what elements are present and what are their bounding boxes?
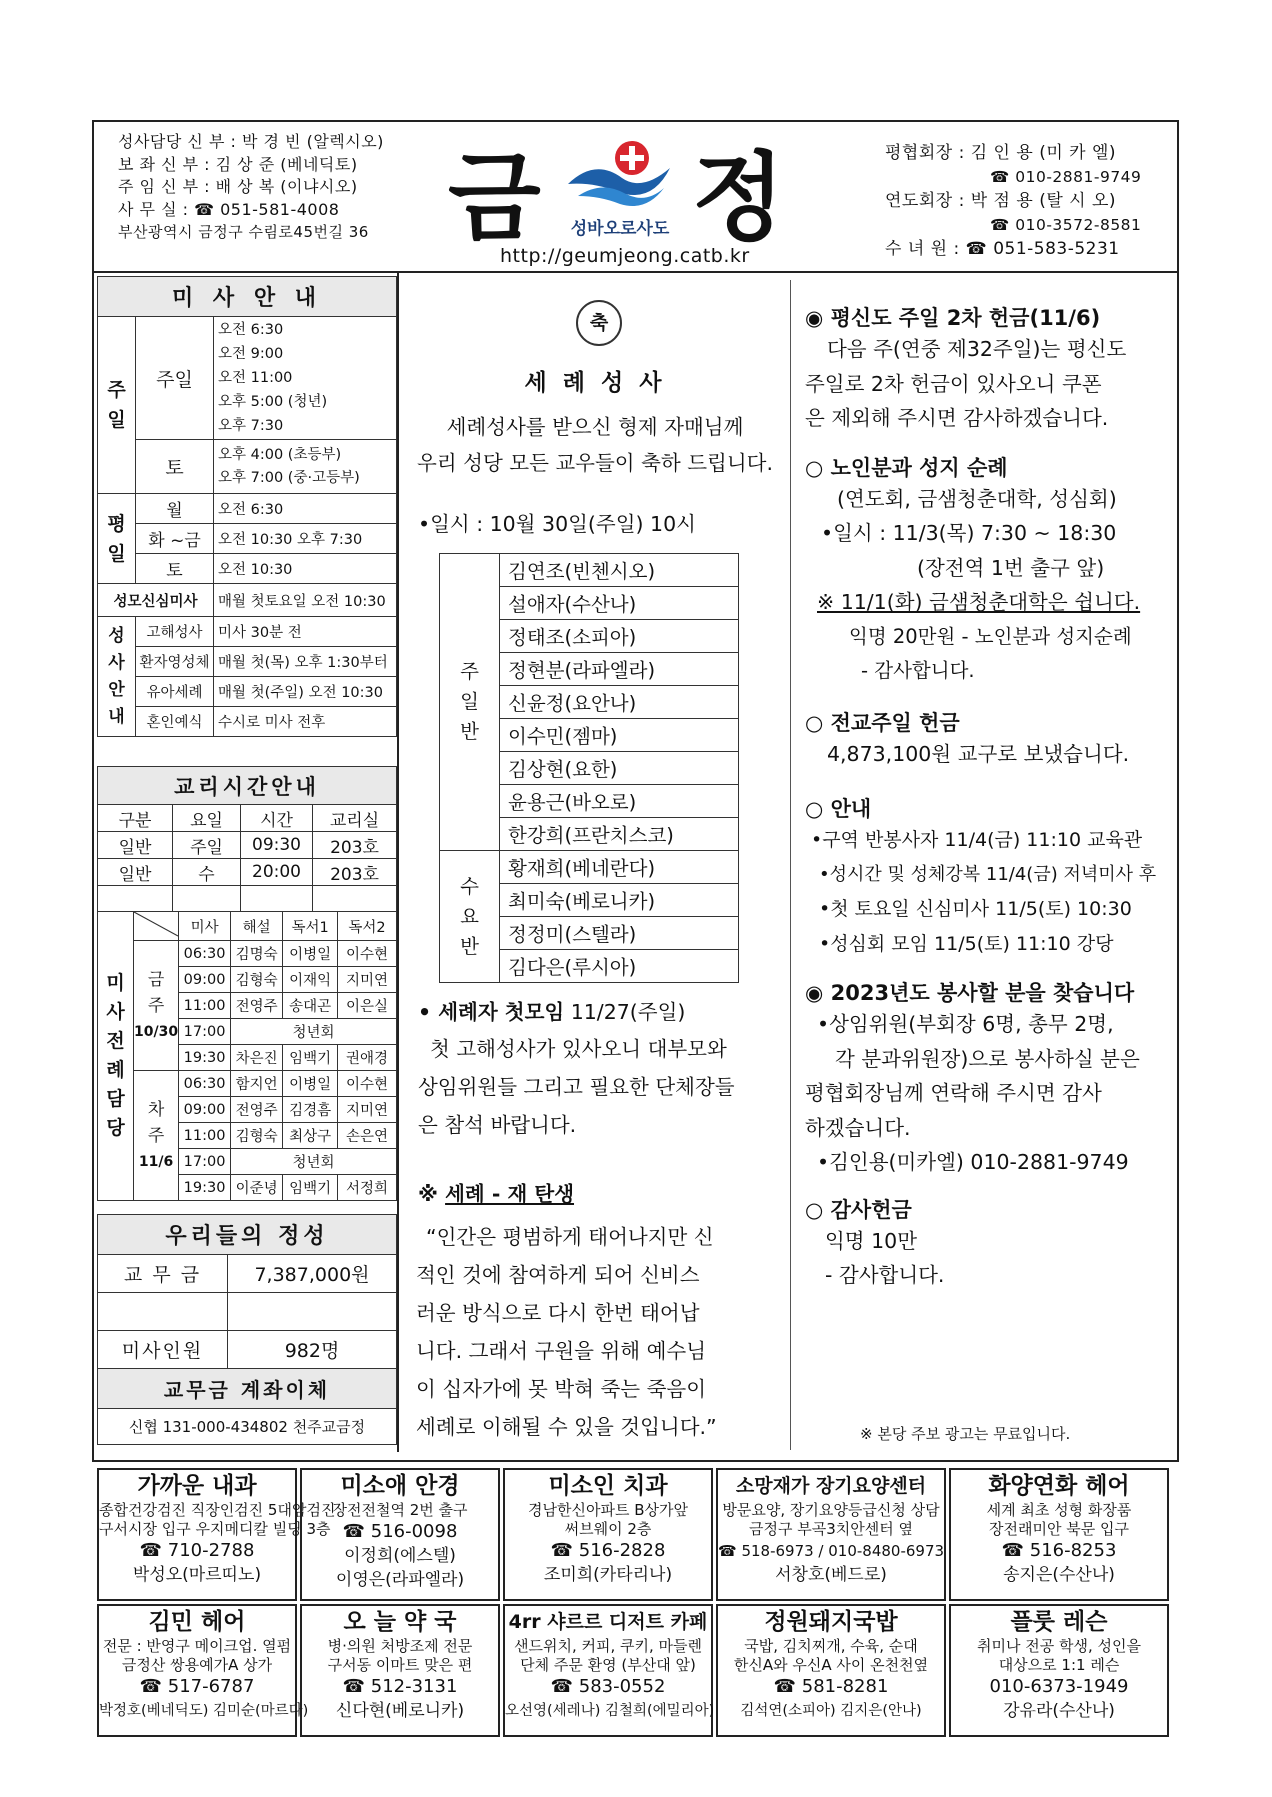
baptized-name: 이수민(젬마) bbox=[500, 719, 739, 752]
catechism-cell: 일반 bbox=[98, 832, 173, 859]
ad-owner: 이정희(에스텔) bbox=[344, 1546, 456, 1566]
baptized-name: 윤용근(바오로) bbox=[500, 785, 739, 818]
heart-mass-time: 매월 첫토요일 오전 10:30 bbox=[214, 584, 397, 617]
offering-value: 7,387,000원 bbox=[228, 1255, 397, 1293]
duty-cell: 17:00 bbox=[179, 1149, 231, 1175]
duty-cell: 최상구 bbox=[283, 1123, 338, 1149]
ad-phone: ☎ 516-0098 bbox=[342, 1521, 458, 1542]
duty-cell: 청년회 bbox=[231, 1149, 397, 1175]
notice-line: (연도회, 금샘청춘대학, 성심회) bbox=[837, 486, 1117, 511]
first-meeting-date: 11/27(주일) bbox=[564, 1000, 686, 1024]
notice-heading bbox=[805, 793, 1177, 823]
header-line: 사 무 실 : ☎ 051-581-4008 bbox=[118, 199, 340, 219]
catechism-cell bbox=[173, 886, 241, 912]
sacrament-info: 매월 첫(목) 오후 1:30부터 bbox=[214, 647, 397, 677]
header-line: 주 임 신 부 : 배 상 복 (이냐시오) bbox=[118, 177, 358, 196]
baptism-date: •일시 : 10월 30일(주일) 10시 bbox=[418, 512, 696, 536]
intro-line: 우리 성당 모든 교우들이 축하 드립니다. bbox=[417, 451, 773, 475]
duty-cell: 19:30 bbox=[179, 1045, 231, 1071]
baptized-table bbox=[439, 553, 739, 983]
ad-description: 장전전철역 2번 출구 bbox=[332, 1501, 468, 1519]
notice-item: •성심회 모임 11/5(토) 11:10 강당 bbox=[819, 932, 1114, 955]
duty-group-label: 미 사 전 례 담 당 bbox=[98, 912, 134, 1201]
notice-line: 각 분과위원장)으로 봉사하실 분은 bbox=[835, 1046, 1140, 1071]
tue-fri-time: 오전 10:30 오후 7:30 bbox=[214, 524, 397, 554]
first-meeting bbox=[418, 994, 788, 1144]
ad-description: 구서동 이마트 맞은 편 bbox=[327, 1656, 473, 1674]
circle-icon: ○ bbox=[805, 1197, 824, 1222]
mass-time: 오후 7:00 (중·고등부) bbox=[218, 469, 360, 486]
quote-line: 이 십자가에 못 박혀 죽는 죽음이 bbox=[416, 1377, 707, 1401]
account-title: 교무금 계좌이체 bbox=[98, 1369, 397, 1409]
baptized-name: 김연조(빈첸시오) bbox=[500, 554, 739, 587]
duty-cell: 이병일 bbox=[283, 941, 338, 967]
catechism-header: 요일 bbox=[173, 805, 241, 832]
weekday-group-label: 평 일 bbox=[98, 494, 136, 584]
ad-description: 구서시장 입구 우지메디칼 빌딩 3층 bbox=[99, 1520, 331, 1538]
header-line: 보 좌 신 부 : 김 상 준 (베네딕토) bbox=[118, 154, 358, 174]
first-meeting-line: 상임위원들 그리고 필요한 단체장들 bbox=[418, 1075, 735, 1099]
ad-description: 취미나 전공 학생, 성인을 bbox=[977, 1637, 1141, 1655]
duty-cell: 19:30 bbox=[179, 1175, 231, 1201]
ad-description: 종합건강검진 직장인검진 5대암검진 bbox=[99, 1501, 336, 1519]
baptism-intro bbox=[400, 409, 790, 481]
notice-line: 은 제외해 주시면 감사하겠습니다. bbox=[805, 406, 1109, 430]
header-left-info bbox=[118, 131, 384, 244]
quote-line: 세례로 이해될 수 있을 것입니다.” bbox=[416, 1415, 717, 1439]
group-label: 주 일 반 bbox=[440, 554, 500, 851]
catechism-header: 교리실 bbox=[313, 805, 397, 832]
ad-box bbox=[503, 1604, 713, 1737]
notice-line: •김인용(미카엘) 010-2881-9749 bbox=[817, 1150, 1129, 1174]
ad-phone: ☎ 512-3131 bbox=[342, 1676, 458, 1697]
sacrament-group-label: 성 사 안 내 bbox=[98, 617, 136, 737]
header-line: 성사담당 신 부 : 박 경 빈 (알렉시오) bbox=[118, 132, 384, 151]
notice-column bbox=[805, 302, 1177, 1293]
mass-time: 오전 11:00 bbox=[218, 370, 293, 386]
ad-description: 금정산 쌍용예가A 상가 bbox=[121, 1656, 273, 1674]
offering-label bbox=[98, 1293, 228, 1331]
account-number: 신협 131-000-434802 천주교금정 bbox=[98, 1409, 397, 1445]
baptism-title: 세 례 성 사 bbox=[524, 370, 666, 396]
notice-title: 전교주일 헌금 bbox=[830, 710, 960, 735]
duty-cell: 11:00 bbox=[179, 1123, 231, 1149]
circle-icon: ○ bbox=[805, 797, 824, 821]
column-divider-2 bbox=[790, 280, 791, 1450]
header-line: 수 녀 원 : ☎ 051-583-5231 bbox=[885, 239, 1120, 259]
header-divider bbox=[92, 271, 1179, 273]
mass-time: 오후 7:30 bbox=[218, 418, 284, 434]
offering-value bbox=[228, 1293, 397, 1331]
duty-cell: 김형숙 bbox=[231, 1123, 283, 1149]
duty-cell: 지미연 bbox=[338, 1097, 397, 1123]
ad-owner: 조미희(카타리나) bbox=[543, 1565, 673, 1585]
ad-box bbox=[97, 1604, 309, 1737]
catechism-cell bbox=[98, 886, 173, 912]
notice-line: 4,873,100원 교구로 보냈습니다. bbox=[827, 741, 1130, 766]
ad-box bbox=[300, 1604, 500, 1737]
notice-heading bbox=[805, 452, 1177, 482]
intro-line: 세례성사를 받으신 형제 자매님께 bbox=[446, 415, 744, 439]
header-line: ☎ 010-3572-8581 bbox=[990, 216, 1142, 234]
rebirth-title: 세례 - 재 탄생 bbox=[445, 1182, 575, 1206]
duty-cell: 전영주 bbox=[231, 1097, 283, 1123]
ad-phone: ☎ 517-6787 bbox=[139, 1676, 255, 1697]
duty-cell: 송대곤 bbox=[283, 993, 338, 1019]
ad-grid bbox=[97, 1468, 1177, 1738]
duty-cell: 이수현 bbox=[338, 1071, 397, 1097]
baptized-name: 신윤정(요안나) bbox=[500, 686, 739, 719]
duty-cell: 17:00 bbox=[179, 1019, 231, 1045]
notice-item: •첫 토요일 신심미사 11/5(토) 10:30 bbox=[819, 898, 1132, 920]
notice-title: 감사헌금 bbox=[830, 1197, 912, 1222]
notice-line: 익명 10만 bbox=[825, 1228, 918, 1253]
ad-phone: ☎ 583-0552 bbox=[550, 1676, 666, 1697]
catechism-cell: 수 bbox=[173, 859, 241, 886]
ad-owner: 신다현(베로니카) bbox=[335, 1701, 465, 1721]
ad-title: 정원돼지국밥 bbox=[764, 1609, 898, 1635]
ad-description: 전문 : 반영구 메이크업. 열펌 bbox=[102, 1637, 292, 1655]
duty-header: 미사 bbox=[179, 912, 231, 941]
duty-cell: 06:30 bbox=[179, 1071, 231, 1097]
ad-description: 샌드위치, 커피, 쿠키, 마들렌 bbox=[514, 1637, 702, 1655]
ad-description: 국밥, 김치찌개, 수육, 순대 bbox=[744, 1637, 918, 1655]
first-meeting-title: • 세례자 첫모임 bbox=[418, 1000, 565, 1024]
ad-box bbox=[300, 1468, 500, 1601]
ad-phone: ☎ 516-2828 bbox=[550, 1540, 666, 1561]
mass-time: 오전 6:30 bbox=[218, 322, 284, 338]
notice-line: 주일로 2차 헌금이 있사오니 쿠폰 bbox=[805, 371, 1102, 396]
notice-note: ※ 11/1(화) 금샘청춘대학은 쉽니다. bbox=[817, 590, 1141, 614]
ad-box bbox=[716, 1604, 946, 1737]
ad-description: 써브웨이 2층 bbox=[564, 1520, 652, 1538]
saturday-label: 토 bbox=[136, 440, 214, 494]
catechism-cell: 주일 bbox=[173, 832, 241, 859]
duty-cell: 이수현 bbox=[338, 941, 397, 967]
filled-circle-icon: ◉ bbox=[805, 981, 824, 1005]
header-right-info bbox=[885, 140, 1165, 262]
header-line: 부산광역시 금정구 수림로45번길 36 bbox=[118, 223, 369, 241]
ad-owner: 서창호(베드로) bbox=[775, 1565, 887, 1585]
catechism-header: 구분 bbox=[98, 805, 173, 832]
duty-cell: 임백기 bbox=[283, 1175, 338, 1201]
first-meeting-line: 첫 고해성사가 있사오니 대부모와 bbox=[430, 1037, 727, 1061]
duty-cell: 손은연 bbox=[338, 1123, 397, 1149]
rebirth-mark: ※ bbox=[418, 1182, 446, 1206]
duty-cell: 지미연 bbox=[338, 967, 397, 993]
catechism-title: 교리시간안내 bbox=[98, 767, 397, 805]
masthead-title-left: 금 bbox=[448, 142, 541, 254]
notice-title: 노인분과 성지 순례 bbox=[830, 455, 1008, 480]
week-date: 10/30 bbox=[134, 1023, 179, 1040]
notice-line: 익명 20만원 - 노인분과 성지순례 bbox=[849, 624, 1132, 648]
week-date: 11/6 bbox=[138, 1153, 174, 1170]
duty-cell: 이준녕 bbox=[231, 1175, 283, 1201]
rebirth-quote bbox=[416, 1218, 788, 1446]
celebration-badge-text: 축 bbox=[589, 312, 609, 334]
logo-text: 성바오로사도 bbox=[570, 219, 670, 239]
ad-description: 금정구 부곡3치안센터 옆 bbox=[749, 1520, 913, 1538]
sunday-times bbox=[214, 317, 397, 440]
notice-line: •상임위원(부회장 6명, 총무 2명, bbox=[817, 1012, 1114, 1036]
tue-fri-label: 화 ~금 bbox=[136, 524, 214, 554]
mass-schedule-table bbox=[97, 276, 397, 737]
catechism-cell: 일반 bbox=[98, 859, 173, 886]
notice-heading bbox=[805, 707, 1177, 737]
ad-description: 장전래미안 북문 입구 bbox=[989, 1520, 1129, 1538]
baptized-name: 황재희(베네란다) bbox=[500, 851, 739, 884]
duty-cell: 06:30 bbox=[179, 941, 231, 967]
ad-title: 가까운 내과 bbox=[137, 1473, 257, 1499]
duty-cell: 차은진 bbox=[231, 1045, 283, 1071]
weekday-saturday-label: 토 bbox=[136, 554, 214, 584]
week-name-line: 차 bbox=[147, 1099, 165, 1120]
duty-cell: 함지언 bbox=[231, 1071, 283, 1097]
ad-title: 김민 헤어 bbox=[148, 1609, 246, 1635]
offering-label: 미사인원 bbox=[98, 1331, 228, 1369]
free-ad-note: ※ 본당 주보 광고는 무료입니다. bbox=[860, 1425, 1071, 1443]
ad-title: 오 늘 약 국 bbox=[343, 1609, 457, 1635]
notice-title: 안내 bbox=[830, 797, 872, 821]
duty-cell: 김형숙 bbox=[231, 967, 283, 993]
first-meeting-heading bbox=[418, 994, 788, 1030]
week-label bbox=[134, 1071, 179, 1201]
notice-title: 2023년도 봉사할 분을 찾습니다 bbox=[830, 981, 1135, 1005]
parish-url[interactable]: http://geumjeong.catb.kr bbox=[500, 245, 750, 267]
baptized-name: 설애자(수산나) bbox=[500, 587, 739, 620]
group-label: 수 요 반 bbox=[440, 851, 500, 983]
duty-header: 독서2 bbox=[338, 912, 397, 941]
week-name-line: 금 bbox=[147, 969, 165, 990]
parish-logo bbox=[560, 138, 680, 239]
ad-description: 병·의원 처방조제 전문 bbox=[327, 1637, 473, 1655]
header-line: ☎ 010-2881-9749 bbox=[990, 168, 1142, 186]
catechism-header: 시간 bbox=[241, 805, 313, 832]
ad-phone: ☎ 581-8281 bbox=[773, 1676, 889, 1697]
column-divider-1 bbox=[397, 271, 399, 1452]
liturgy-duty-table bbox=[97, 911, 397, 1201]
baptized-name: 김상현(요한) bbox=[500, 752, 739, 785]
ad-owner: 김석연(소피아) 김지은(안나) bbox=[740, 1703, 922, 1719]
quote-line: 적인 것에 참여하게 되어 신비스 bbox=[416, 1263, 700, 1287]
duty-cell: 전영주 bbox=[231, 993, 283, 1019]
catechism-cell: 203호 bbox=[313, 832, 397, 859]
header-line: 연도회장 : 박 점 용 (탈 시 오) bbox=[885, 191, 1117, 211]
notice-heading bbox=[805, 1194, 1177, 1224]
masthead-title-right: 정 bbox=[692, 142, 785, 254]
ad-owner: 박성오(마르띠노) bbox=[132, 1565, 262, 1585]
ad-phone: ☎ 516-8253 bbox=[1001, 1540, 1117, 1561]
notice-item: •성시간 및 성체강복 11/4(금) 저녁미사 후 bbox=[819, 863, 1157, 885]
ad-description: 경남한신아파트 B상가앞 bbox=[528, 1501, 688, 1519]
baptized-name: 정정미(스텔라) bbox=[500, 917, 739, 950]
ad-box bbox=[949, 1468, 1169, 1601]
notice-line: •일시 : 11/3(목) 7:30 ~ 18:30 bbox=[821, 521, 1117, 545]
ad-description: 세계 최초 성형 화장품 bbox=[986, 1501, 1132, 1519]
mass-title: 미 사 안 내 bbox=[98, 277, 397, 317]
ad-title: 플룻 레슨 bbox=[1010, 1609, 1108, 1635]
ad-phone: ☎ 710-2788 bbox=[139, 1540, 255, 1561]
baptized-name: 최미숙(베로니카) bbox=[500, 884, 739, 917]
quote-line: 니다. 그래서 구원을 위해 예수님 bbox=[416, 1339, 707, 1363]
week-label bbox=[134, 941, 179, 1071]
week-name-line: 주 bbox=[147, 995, 165, 1016]
catechism-cell bbox=[313, 886, 397, 912]
sacrament-name: 환자영성체 bbox=[136, 647, 214, 677]
duty-cell: 이병일 bbox=[283, 1071, 338, 1097]
ad-description: 대상으로 1:1 레슨 bbox=[998, 1656, 1120, 1674]
offering-label: 교 무 금 bbox=[98, 1255, 228, 1293]
sacrament-name: 유아세례 bbox=[136, 677, 214, 707]
ad-owner: 강유라(수산나) bbox=[1003, 1701, 1115, 1721]
baptized-name: 한강희(프란치스코) bbox=[500, 818, 739, 851]
filled-circle-icon: ◉ bbox=[805, 306, 824, 330]
celebration-badge bbox=[576, 300, 622, 346]
circle-icon: ○ bbox=[805, 455, 824, 480]
rebirth-heading bbox=[418, 1176, 574, 1212]
mass-time: 오후 4:00 (초등부) bbox=[218, 446, 342, 463]
duty-cell: 11:00 bbox=[179, 993, 231, 1019]
notice-heading bbox=[805, 977, 1177, 1007]
duty-cell: 임백기 bbox=[283, 1045, 338, 1071]
duty-header: 해설 bbox=[231, 912, 283, 941]
ad-title: 소망재가 장기요양센터 bbox=[735, 1475, 927, 1497]
ad-phone: 010-6373-1949 bbox=[989, 1676, 1129, 1697]
mass-time: 오후 5:00 (청년) bbox=[218, 394, 328, 410]
ad-box bbox=[97, 1468, 336, 1601]
notice-line: - 감사합니다. bbox=[825, 1263, 945, 1287]
sacrament-info: 미사 30분 전 bbox=[214, 617, 397, 647]
ad-owner: 박정호(베네딕도) 김미순(마르다) bbox=[99, 1703, 309, 1719]
quote-line: “인간은 평범하게 태어나지만 신 bbox=[426, 1225, 714, 1249]
notice-title: 평신도 주일 2차 헌금(11/6) bbox=[830, 306, 1101, 330]
catechism-cell: 09:30 bbox=[241, 832, 313, 859]
catechism-cell: 203호 bbox=[313, 859, 397, 886]
logo-wave-icon bbox=[560, 138, 680, 208]
saturday-times bbox=[214, 440, 397, 494]
notice-line: 다음 주(연중 제32주일)는 평신도 bbox=[827, 337, 1127, 361]
ad-description: 한신A와 우신A 사이 온천천옆 bbox=[733, 1656, 929, 1674]
duty-corner bbox=[134, 912, 179, 941]
offering-table bbox=[97, 1214, 397, 1445]
ad-box bbox=[949, 1604, 1169, 1737]
sunday-label: 주일 bbox=[136, 317, 214, 440]
notice-line: - 감사합니다. bbox=[861, 659, 975, 682]
duty-cell: 이재익 bbox=[283, 967, 338, 993]
ad-title: 미소인 치과 bbox=[548, 1473, 668, 1499]
offering-title: 우리들의 정성 bbox=[98, 1215, 397, 1255]
ad-owner: 송지은(수산나) bbox=[1003, 1565, 1115, 1585]
ad-description: 단체 주문 환영 (부산대 앞) bbox=[520, 1656, 696, 1674]
diagonal-line-icon bbox=[134, 912, 178, 936]
offering-value: 982명 bbox=[228, 1331, 397, 1369]
notice-line: (장전역 1번 출구 앞) bbox=[917, 555, 1105, 580]
sacrament-info: 수시로 미사 전후 bbox=[214, 707, 397, 737]
monday-time: 오전 6:30 bbox=[214, 494, 397, 524]
duty-cell: 09:00 bbox=[179, 967, 231, 993]
notice-line: 평협회장님께 연락해 주시면 감사 bbox=[805, 1081, 1102, 1105]
notice-item: •구역 반봉사자 11/4(금) 11:10 교육관 bbox=[811, 829, 1143, 851]
ad-owner: 이영은(라파엘라) bbox=[335, 1570, 465, 1590]
quote-line: 러운 방식으로 다시 한번 태어납 bbox=[416, 1301, 700, 1325]
ad-box bbox=[503, 1468, 713, 1601]
duty-cell: 권애경 bbox=[338, 1045, 397, 1071]
sacrament-name: 혼인예식 bbox=[136, 707, 214, 737]
heart-mass-label: 성모신심미사 bbox=[98, 584, 214, 617]
ad-description: 방문요양, 장기요양등급신청 상담 bbox=[722, 1501, 940, 1519]
notice-heading bbox=[805, 302, 1177, 332]
week-name-line: 주 bbox=[147, 1125, 165, 1146]
ad-owner: 오선영(세레나) 김철희(에밀리아) bbox=[505, 1703, 715, 1719]
monday-label: 월 bbox=[136, 494, 214, 524]
ad-title: 화양연화 헤어 bbox=[988, 1473, 1130, 1499]
baptized-name: 김다은(루시아) bbox=[500, 950, 739, 983]
sacrament-info: 매월 첫(주일) 오전 10:30 bbox=[214, 677, 397, 707]
mass-time: 오전 9:00 bbox=[218, 346, 284, 362]
catechism-table bbox=[97, 766, 397, 912]
baptized-name: 정현분(라파엘라) bbox=[500, 653, 739, 686]
weekday-saturday-time: 오전 10:30 bbox=[214, 554, 397, 584]
duty-cell: 김명숙 bbox=[231, 941, 283, 967]
ad-title: 미소애 안경 bbox=[340, 1473, 460, 1499]
duty-cell: 김경흠 bbox=[283, 1097, 338, 1123]
catechism-cell bbox=[241, 886, 313, 912]
first-meeting-line: 은 참석 바랍니다. bbox=[418, 1113, 577, 1137]
baptized-name: 정태조(소피아) bbox=[500, 620, 739, 653]
sacrament-name: 고해성사 bbox=[136, 617, 214, 647]
notice-line: 하겠습니다. bbox=[805, 1115, 911, 1140]
duty-header: 독서1 bbox=[283, 912, 338, 941]
ad-title: 4rr 샤르르 디저트 카페 bbox=[508, 1611, 708, 1633]
duty-cell: 서정희 bbox=[338, 1175, 397, 1201]
duty-cell: 이은실 bbox=[338, 993, 397, 1019]
ad-box bbox=[716, 1468, 946, 1601]
circle-icon: ○ bbox=[805, 710, 824, 735]
duty-cell: 청년회 bbox=[231, 1019, 397, 1045]
header-line: 평협회장 : 김 인 용 (미 카 엘) bbox=[885, 143, 1117, 163]
catechism-cell: 20:00 bbox=[241, 859, 313, 886]
ad-phone: ☎ 518-6973 / 010-8480-6973 bbox=[718, 1542, 945, 1560]
sunday-group-label: 주 일 bbox=[98, 317, 136, 494]
duty-cell: 09:00 bbox=[179, 1097, 231, 1123]
